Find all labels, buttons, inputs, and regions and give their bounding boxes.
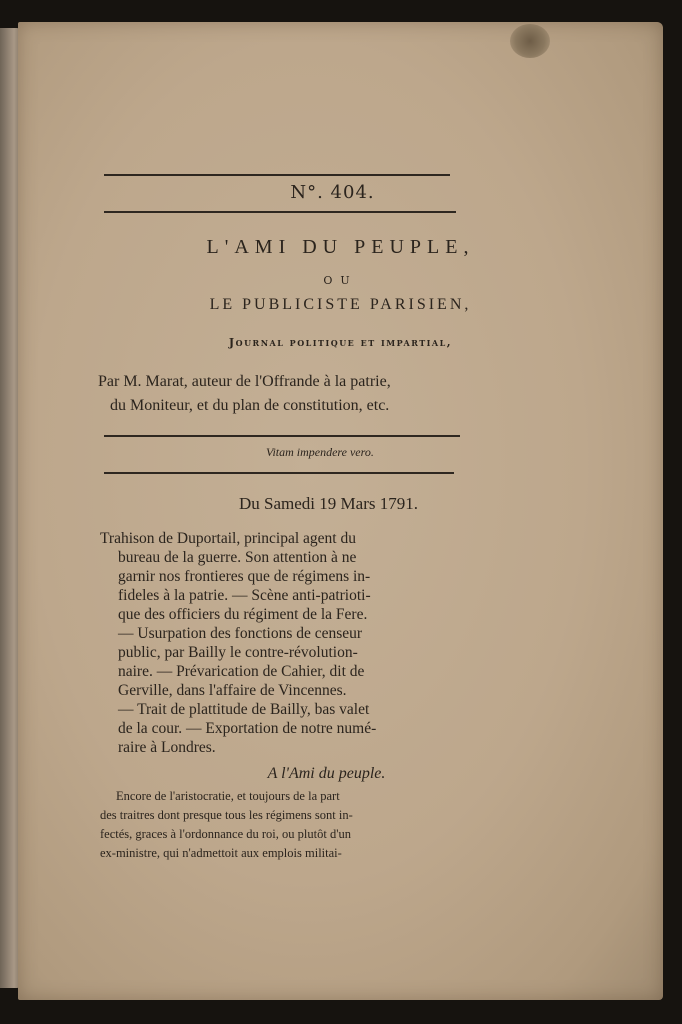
- journal-subtitle: LE PUBLICISTE PARISIEN,: [209, 296, 472, 313]
- body-line: fectés, graces à l'ordonnance du roi, ou plutôt d'un: [100, 827, 351, 841]
- summary-line: naire. — Prévarication de Cahier, dit de: [118, 663, 365, 680]
- author-line: du Moniteur, et du plan de constitution, etc.: [110, 397, 390, 414]
- body-line: ex-ministre, qui n'admettoit aux emplois militai-: [100, 846, 342, 860]
- body-line: des traitres dont presque tous les régimens sont in-: [100, 808, 353, 822]
- title-conjunction: OU: [323, 274, 358, 287]
- page-stain: [510, 24, 550, 58]
- summary-line: bureau de la guerre. Son attention à ne: [118, 549, 357, 566]
- journal-tagline: Journal politique et impartial,: [228, 336, 453, 349]
- issue-number: N°. 404.: [290, 182, 375, 203]
- motto-rule-top: [104, 435, 460, 437]
- summary-line: Trahison de Duportail, principal agent du: [100, 530, 356, 547]
- motto-rule-bottom: [104, 472, 454, 474]
- summary-line: garnir nos frontieres que de régimens in-: [118, 568, 371, 585]
- newspaper-page: [18, 22, 663, 1000]
- body-line: Encore de l'aristocratie, et toujours de la part: [116, 789, 340, 803]
- summary-line: public, par Bailly le contre-révolution-: [118, 644, 358, 661]
- letter-heading: A l'Ami du peuple.: [267, 765, 386, 782]
- top-rule: [104, 174, 450, 176]
- journal-title: L'AMI DU PEUPLE,: [206, 236, 475, 258]
- motto: Vitam impendere vero.: [266, 445, 374, 459]
- issue-date: Du Samedi 19 Mars 1791.: [239, 494, 418, 513]
- issue-rule: [104, 211, 456, 213]
- summary-line: que des officiers du régiment de la Fere.: [118, 606, 368, 623]
- summary-line: — Trait de plattitude de Bailly, bas valet: [118, 701, 370, 718]
- author-line: Par M. Marat, auteur de l'Offrande à la patrie,: [98, 373, 391, 390]
- summary-line: raire à Londres.: [118, 739, 216, 756]
- summary-line: — Usurpation des fonctions de censeur: [118, 625, 363, 642]
- summary-line: Gerville, dans l'affaire de Vincennes.: [118, 682, 347, 699]
- summary-line: de la cour. — Exportation de notre numé-: [118, 720, 377, 737]
- summary-line: fideles à la patrie. — Scène anti-patrioti-: [118, 587, 371, 604]
